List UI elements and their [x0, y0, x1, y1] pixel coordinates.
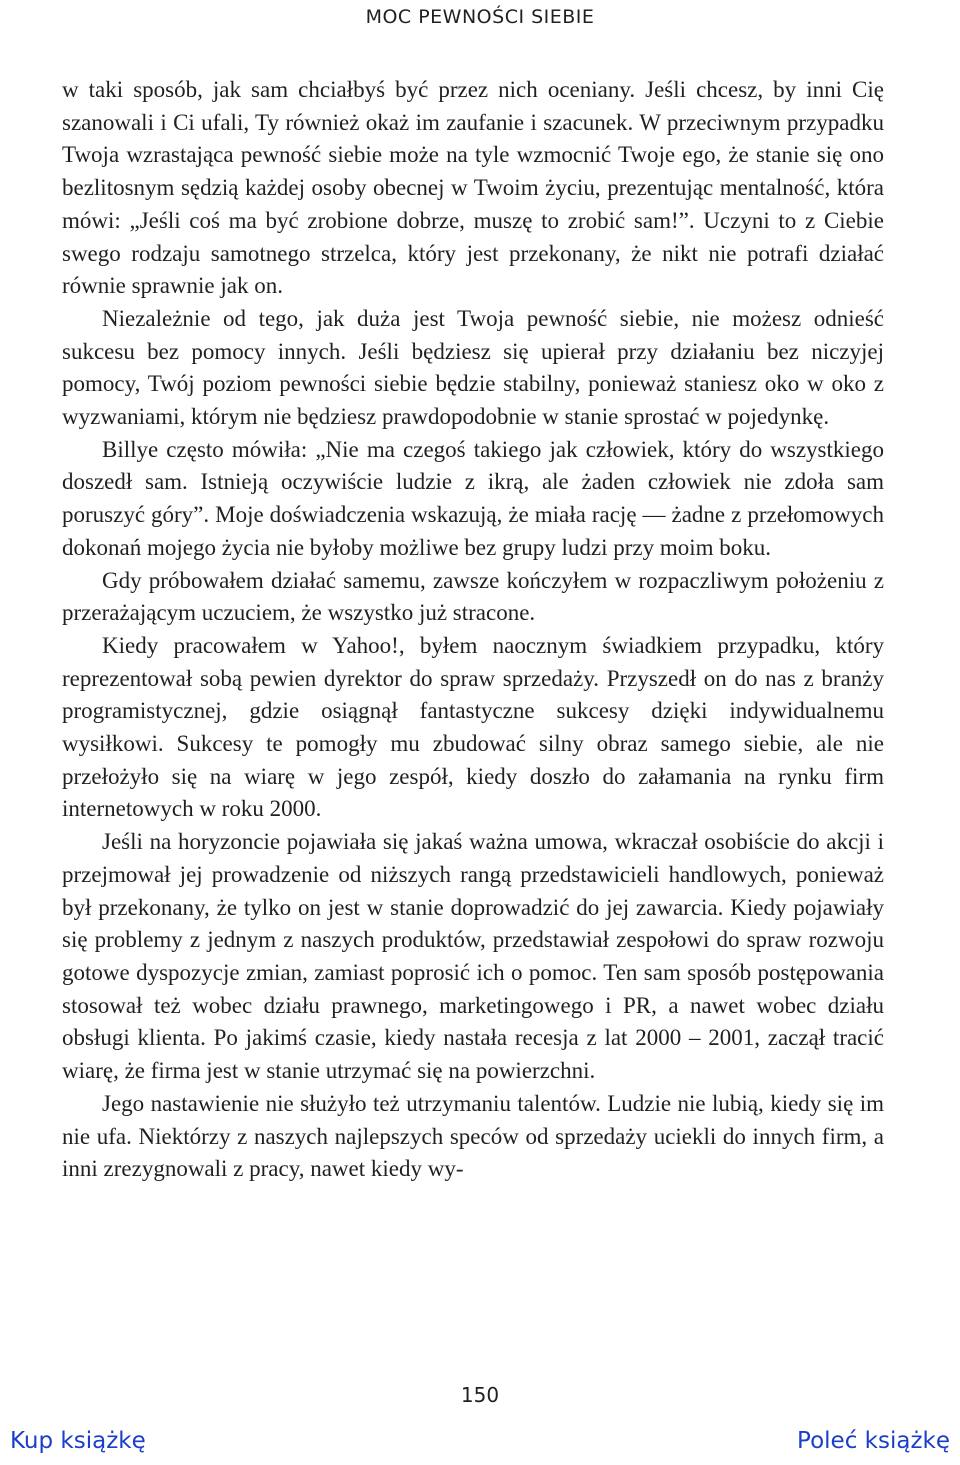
paragraph: Kiedy pracowałem w Yahoo!, byłem naocznym świadkiem przypadku, który reprezentował sobą pewien dyrektor do spraw sprzedaży. Przyszedł on do nas z branży programistycznej, gdzie osiągnął fantastyczne sukcesy dzięki indywidualnemu wysiłkowi. Sukcesy te pomogły mu zbudować silny obraz samego siebie, ale nie przełożyło się na wiarę w jego zespół, kiedy doszło do załamania na rynku firm internetowych w roku 2000. [62, 632, 884, 822]
paragraph: Jeśli na horyzoncie pojawiała się jakaś ważna umowa, wkraczał osobiście do akcji i przejmował jej prowadzenie od niższych rangą przedstawicieli handlowych, ponieważ był przekonany, że tylko on jest w stanie doprowadzić do jej zawarcia. Kiedy pojawiały się problemy z jednym z naszych produktów, przedstawiał zespołowi do spraw rozwoju gotowe dyspozycje zmian, zamiast poprosić ich o pomoc. Ten sam sposób postępowania stosował też wobec działu prawnego, marketingowego i PR, a nawet wobec działu obsługi klienta. Po jakimś czasie, kiedy nastała recesja z lat 2000 – 2001, zaczął tracić wiarę, że firma jest w stanie utrzymać się na powierzchni. [62, 829, 884, 1084]
page-number: 150 [460, 1383, 500, 1407]
buy-book-link[interactable]: Kup książkę [10, 1428, 146, 1454]
running-header: MOC PEWNOŚCI SIEBIE [365, 6, 595, 28]
paragraph: Gdy próbowałem działać samemu, zawsze kończyłem w rozpaczliwym położeniu z przerażającym uczuciem, że wszystko już stracone. [62, 567, 884, 626]
body-text [62, 74, 884, 1186]
paragraph: Niezależnie od tego, jak duża jest Twoja pewność siebie, nie możesz odnieść sukcesu bez pomocy innych. Jeśli będziesz się upierał przy działaniu bez niczyjej pomocy, Twój poziom pewności siebie będzie stabilny, ponieważ staniesz oko w oko z wyzwaniami, którym nie będziesz prawdopodobnie w stanie sprostać w pojedynkę. [62, 305, 884, 430]
paragraph: w taki sposób, jak sam chciałbyś być przez nich oceniany. Jeśli chcesz, by inni Cię szanowali i Ci ufali, Ty również okaż im zaufanie i szacunek. W przeciwnym przypadku Twoja wzrastająca pewność siebie może na tyle wzmocnić Twoje ego, że stanie się ono bezlitosnym sędzią każdej osoby obecnej w Twoim życiu, prezentując mentalność, która mówi: „Jeśli coś ma być zrobione dobrze, muszę to zrobić sam!”. Uczyni to z Ciebie swego rodzaju samotnego strzelca, który jest przekonany, że nikt nie potrafi działać równie sprawnie jak on. [62, 77, 884, 299]
recommend-book-link[interactable]: Poleć książkę [797, 1428, 950, 1454]
paragraph: Billye często mówiła: „Nie ma czegoś takiego jak człowiek, który do wszystkiego doszedł sam. Istnieją oczywiście ludzie z ikrą, ale żaden człowiek nie zdoła sam poruszyć góry”. Moje doświadczenia wskazują, że miała rację — żadne z przełomowych dokonań mojego życia nie byłoby możliwe bez grupy ludzi przy moim boku. [62, 436, 884, 560]
paragraph: Jego nastawienie nie służyło też utrzymaniu talentów. Ludzie nie lubią, kiedy się im nie ufa. Niektórzy z naszych najlepszych speców od sprzedaży uciekli do innych firm, a inni zrezygnowali z pracy, nawet kiedy wy- [62, 1090, 884, 1182]
